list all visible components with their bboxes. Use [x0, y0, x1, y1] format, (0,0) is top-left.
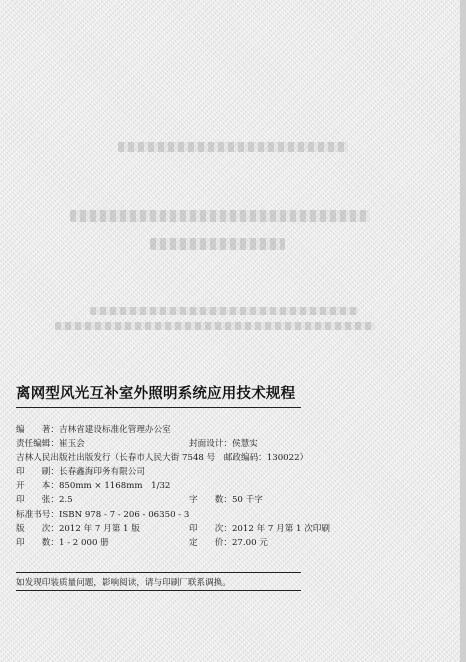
- imprint-rule-top: [16, 572, 301, 573]
- book-title-block: [16, 385, 301, 403]
- imprint-print-run: 印 数：1 - 2 000 册: [16, 537, 109, 548]
- quality-notice: 如发现印装质量问题，影响阅读，请与印刷厂联系调换。: [16, 578, 231, 588]
- book-title: 离网型风光互补室外照明系统应用技术规程: [16, 386, 296, 402]
- imprint-printing: 印 次：2012 年 7 月第 1 次印刷: [189, 523, 330, 534]
- imprint-printer: 印 刷：长春鑫海印务有限公司: [16, 467, 145, 478]
- imprint-edition: 版 次：2012 年 7 月第 1 版: [16, 523, 140, 534]
- imprint-price: 定 价：27.00 元: [189, 537, 268, 548]
- imprint-author: 编 著：吉林省建设标准化管理办公室: [16, 425, 171, 435]
- imprint-rule-bottom: [16, 590, 301, 591]
- imprint-editor: 责任编辑：崔玉会: [16, 439, 85, 450]
- imprint-format: 开 本：850mm × 1168mm 1/32: [16, 481, 171, 492]
- imprint-cover-design: 封面设计：侯慧实: [189, 439, 258, 450]
- imprint-word-count: 字 数：50 千字: [189, 495, 263, 506]
- imprint-sheets: 印 张：2.5: [16, 495, 73, 506]
- imprint-publisher: 吉林人民出版社出版发行（长春市人民大街 7548 号 邮政编码：130022）: [16, 453, 309, 464]
- title-rule: [16, 407, 301, 408]
- imprint-isbn: 标准书号：ISBN 978 - 7 - 206 - 06350 - 3: [16, 509, 190, 520]
